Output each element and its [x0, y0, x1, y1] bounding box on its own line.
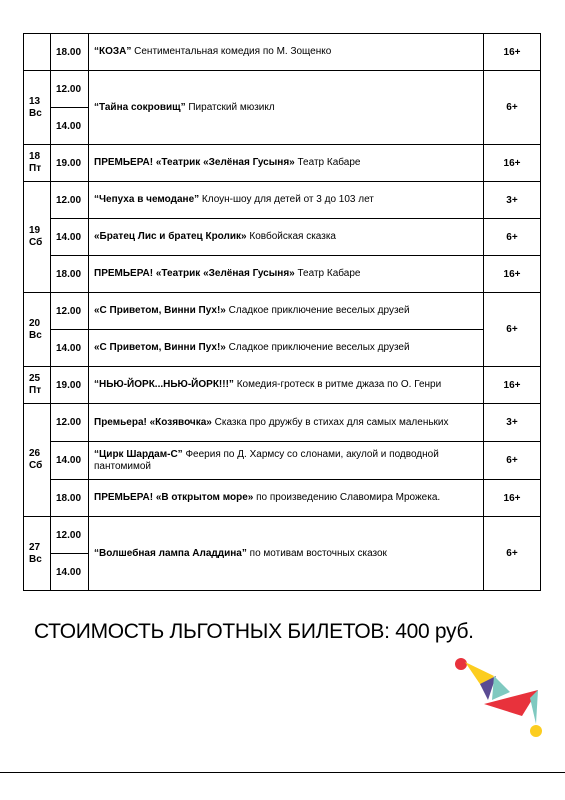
age-rating: 6+	[484, 293, 541, 367]
event-title: «С Приветом, Винни Пух!»	[94, 342, 226, 353]
event-cell	[89, 517, 484, 591]
age-rating: 6+	[484, 442, 541, 480]
event-cell	[89, 219, 484, 256]
time-cell: 14.00	[51, 442, 89, 480]
time-cell: 12.00	[51, 71, 89, 108]
table-row	[24, 404, 541, 442]
table-row	[24, 256, 541, 293]
event-cell	[89, 71, 484, 145]
table-row	[24, 442, 541, 480]
day-cell	[24, 182, 51, 293]
day-of-week: Вс	[29, 107, 42, 119]
day-cell	[24, 367, 51, 404]
table-row	[24, 182, 541, 219]
event-desc: Пиратский мюзикл	[185, 101, 275, 113]
time-cell: 12.00	[51, 182, 89, 219]
event-cell	[89, 404, 484, 442]
day-cell	[24, 145, 51, 182]
logo-red-ball	[455, 658, 467, 670]
table-row	[24, 219, 541, 256]
age-rating: 16+	[484, 480, 541, 517]
logo-yellow-ball	[530, 725, 542, 737]
table-row	[24, 480, 541, 517]
event-cell	[89, 480, 484, 517]
event-cell	[89, 182, 484, 219]
bottom-divider	[0, 772, 565, 773]
day-of-week: Вс	[29, 553, 42, 565]
table-row	[24, 293, 541, 330]
day-number: 13	[29, 95, 41, 107]
day-cell	[24, 34, 51, 71]
day-cell	[24, 517, 51, 591]
time-cell: 14.00	[51, 108, 89, 145]
table-row	[24, 34, 541, 71]
schedule-table	[23, 33, 541, 591]
event-title: “НЬЮ-ЙОРК...НЬЮ-ЙОРК!!!”	[94, 379, 234, 390]
event-cell	[89, 442, 484, 480]
event-desc: Театр Кабаре	[294, 157, 361, 168]
event-cell	[89, 330, 484, 367]
event-title: “Чепуха в чемодане”	[94, 194, 200, 205]
age-rating: 3+	[484, 404, 541, 442]
ticket-price-text: СТОИМОСТЬ ЛЬГОТНЫХ БИЛЕТОВ: 400 руб.	[34, 620, 474, 643]
age-rating: 16+	[484, 34, 541, 71]
time-cell: 14.00	[51, 219, 89, 256]
time-cell: 12.00	[51, 517, 89, 554]
event-title: ПРЕМЬЕРА! «Театрик «Зелёная Гусыня»	[94, 157, 295, 168]
table-row	[24, 517, 541, 554]
time-cell: 14.00	[51, 554, 89, 591]
event-title: “Цирк Шардам-С”	[94, 448, 183, 460]
time-cell: 19.00	[51, 145, 89, 182]
event-desc: Комедия-гротеск в ритме джаза по О. Генри	[233, 379, 442, 390]
event-desc: по произведению Славомира Мрожека.	[253, 492, 441, 503]
day-of-week: Вс	[29, 329, 42, 341]
event-title: “Волшебная лампа Аладдина”	[94, 547, 247, 559]
time-cell: 12.00	[51, 404, 89, 442]
time-cell: 18.00	[51, 480, 89, 517]
event-title: “КОЗА”	[94, 46, 132, 57]
day-of-week: Сб	[29, 460, 43, 471]
event-desc: Ковбойская сказка	[246, 231, 336, 242]
day-number: 20	[29, 317, 41, 329]
event-desc: Театр Кабаре	[294, 268, 361, 279]
age-rating: 3+	[484, 182, 541, 219]
event-title: «Братец Лис и братец Кролик»	[94, 231, 247, 242]
age-rating: 16+	[484, 367, 541, 404]
day-number: 18	[29, 151, 41, 162]
table-row	[24, 367, 541, 404]
age-rating: 6+	[484, 517, 541, 591]
event-desc: по мотивам восточных сказок	[246, 547, 387, 559]
event-cell	[89, 256, 484, 293]
age-rating: 6+	[484, 219, 541, 256]
age-rating: 16+	[484, 145, 541, 182]
event-desc: Сказка про дружбу в стихах для самых маленьких	[211, 416, 449, 428]
event-desc: Феерия по Д. Хармсу со слонами, акулой и подводной пантомимой	[94, 448, 439, 472]
time-cell: 18.00	[51, 256, 89, 293]
day-of-week: Пт	[29, 163, 42, 174]
event-title: ПРЕМЬЕРА! «В открытом море»	[94, 492, 254, 503]
age-rating: 16+	[484, 256, 541, 293]
event-desc: Сладкое приключение веселых друзей	[225, 305, 410, 316]
time-cell: 18.00	[51, 34, 89, 71]
jester-logo-icon	[450, 652, 550, 742]
day-number: 27	[29, 541, 41, 553]
day-of-week: Пт	[29, 385, 42, 396]
day-number: 19	[29, 225, 41, 236]
day-of-week: Сб	[29, 237, 43, 248]
event-desc: Сентиментальная комедия по М. Зощенко	[131, 46, 332, 57]
day-number: 26	[29, 448, 41, 459]
logo-red-shard	[484, 690, 538, 716]
table-row	[24, 71, 541, 108]
event-desc: Клоун-шоу для детей от 3 до 103 лет	[199, 194, 374, 205]
day-cell	[24, 293, 51, 367]
table-row	[24, 330, 541, 367]
event-title: «С Приветом, Винни Пух!»	[94, 305, 226, 316]
event-cell	[89, 34, 484, 71]
event-desc: Сладкое приключение веселых друзей	[225, 342, 410, 353]
age-rating: 6+	[484, 71, 541, 145]
time-cell: 19.00	[51, 367, 89, 404]
logo-teal-shard	[492, 676, 510, 700]
event-title: “Тайна сокровищ”	[94, 101, 186, 113]
day-number: 25	[29, 373, 41, 384]
day-cell	[24, 71, 51, 145]
day-cell	[24, 404, 51, 517]
time-cell: 12.00	[51, 293, 89, 330]
event-cell	[89, 293, 484, 330]
event-title: Премьера! «Козявочка»	[94, 416, 212, 428]
time-cell: 14.00	[51, 330, 89, 367]
event-title: ПРЕМЬЕРА! «Театрик «Зелёная Гусыня»	[94, 268, 295, 279]
event-cell	[89, 367, 484, 404]
table-row	[24, 145, 541, 182]
event-cell	[89, 145, 484, 182]
